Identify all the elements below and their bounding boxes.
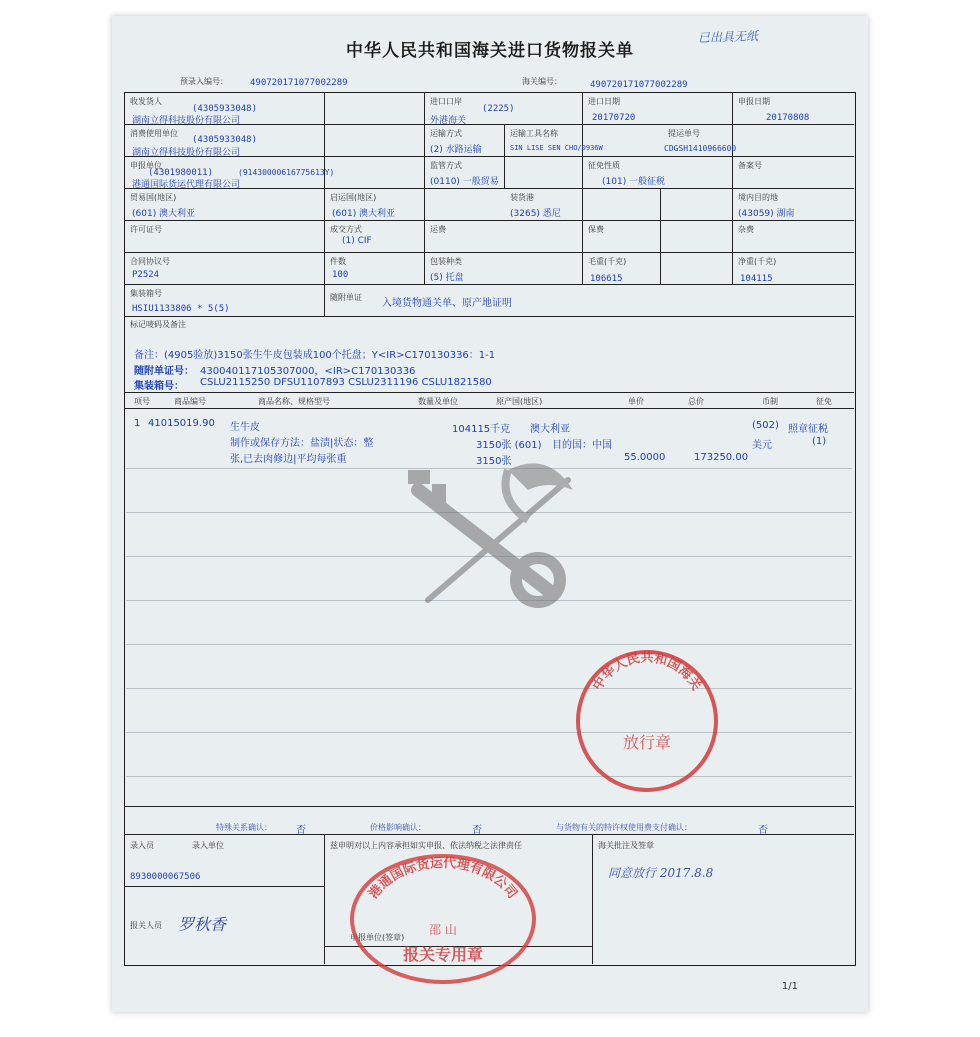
destination-label: 境内目的地 (738, 193, 778, 202)
goods-header-origin: 原产国(地区) (496, 397, 543, 406)
declarant-statement: 兹申明对以上内容承担如实申报、依法纳税之法律责任 (330, 841, 522, 850)
bill-no: CDGSH1410966600 (664, 144, 737, 153)
consumer-code: (4305933048) (192, 135, 258, 145)
origin-country: (601) 澳大利亚 (332, 209, 396, 219)
price-influence: 否 (472, 825, 482, 836)
goods-header-price: 单价 (628, 397, 644, 406)
goods-total: 173250.00 (694, 452, 749, 463)
goods-spec-1: 制作或保存方法：盐渍|状态：整 (230, 438, 374, 449)
deal-mode-label: 成交方式 (330, 225, 362, 234)
transport-tool-label: 运输工具名称 (510, 129, 558, 138)
container-label: 集装箱号 (130, 289, 162, 298)
misc-label: 杂费 (738, 225, 754, 234)
marks-label: 标记唛码及备注 (130, 320, 186, 329)
loading-port: (3265) 悉尼 (510, 209, 561, 219)
goods-qty-3: 3150张 (476, 456, 512, 467)
price-influence-label: 价格影响确认： (370, 823, 426, 832)
customs-no-label: 海关编号： (522, 77, 562, 86)
agent-label: 申报单位 (130, 161, 162, 170)
import-port-label: 进口口岸 (430, 97, 462, 106)
insurance-label: 保费 (588, 225, 604, 234)
docs-label: 随附单证 (330, 293, 362, 302)
pack: (5) 托盘 (430, 273, 464, 283)
attached-docs: 入境货物通关单、原产地证明 (382, 298, 512, 309)
consignee-code: (4305933048) (192, 104, 258, 114)
goods-code: 41015019.90 (148, 418, 215, 429)
goods-currency-code: (502) (752, 420, 779, 431)
goods-header-name: 商品名称、规格型号 (258, 397, 330, 406)
goods-currency: 美元 (752, 440, 772, 451)
net-weight: 104115 (740, 274, 773, 284)
svg-text:中华人民共和国海关 (590, 650, 705, 694)
prerecord-label: 预录入编号： (180, 77, 228, 86)
levy-label: 征免性质 (588, 161, 620, 170)
supervision: (0110) 一般贸易 (430, 177, 499, 187)
goods-name: 生牛皮 (230, 422, 260, 433)
import-date-label: 进口日期 (588, 97, 620, 106)
transport-tool: SIN LISE SEN CHO/0936W (510, 144, 603, 152)
page-number: 1/1 (781, 981, 798, 992)
goods-header-currency: 币制 (762, 397, 778, 406)
handwritten-note-top: 已出具无纸 (697, 28, 759, 46)
consignee-label: 收发货人 (130, 97, 162, 106)
entry-person: 8930000067506 (130, 872, 201, 882)
customs-declaration-form (112, 16, 868, 1012)
remarks-line-3-label: 集装箱号： (134, 381, 184, 392)
customs-number: 490720171077002289 (590, 80, 688, 90)
customs-stamp-center: 放行章 (622, 733, 672, 752)
remarks-line-3: CSLU2115250 DFSU1107893 CSLU2311196 CSLU1821580 (200, 377, 492, 388)
pack-label: 包装种类 (430, 257, 462, 266)
trade-country-label: 贸易国(地区) (130, 193, 177, 202)
trade-country: (601) 澳大利亚 (132, 209, 196, 219)
gross-label: 毛重(千克) (588, 257, 627, 266)
declare-date: 20170808 (766, 113, 810, 123)
goods-origin: 澳大利亚 (530, 424, 570, 435)
declarant-label: 报关人员 (130, 921, 162, 930)
levy-nature: (101) 一般征税 (602, 177, 666, 187)
entry-unit-label: 录入单位 (192, 841, 224, 850)
net-label: 净重(千克) (738, 257, 777, 266)
freight-label: 运费 (430, 225, 446, 234)
import-port-name: 外港海关 (430, 116, 467, 126)
pieces: 100 (332, 270, 349, 280)
contract: P2524 (132, 270, 160, 280)
form-title: 中华人民共和国海关进口货物报关单 (346, 41, 634, 61)
goods-spec-2: 张,已去肉修边|平均每张重 (230, 454, 347, 465)
royalty-label: 与货物有关的特许权使用费支付确认： (556, 823, 692, 832)
transport-mode: (2) 水路运输 (430, 145, 482, 155)
entry-person-label: 录入员 (130, 841, 154, 850)
customs-approval-label: 海关批注及签章 (598, 841, 654, 850)
bill-no-label: 提运单号 (668, 129, 700, 138)
import-port-code: (2225) (482, 104, 515, 114)
agent-code: (4301980011) (148, 168, 214, 178)
gross-weight: 106615 (590, 274, 623, 284)
agent-declaration-stamp (348, 852, 538, 986)
destination: (43059) 湖南 (738, 209, 795, 219)
unit-sign-label: 申报单位(签章) (350, 933, 405, 942)
goods-levy: 照章征税 (788, 424, 828, 435)
transport-mode-label: 运输方式 (430, 129, 462, 138)
import-date: 20170720 (592, 113, 636, 123)
consumer-name: 湖南立得科技股份有限公司 (132, 148, 241, 158)
origin-country-label: 启运国(地区) (330, 193, 377, 202)
pieces-label: 件数 (330, 257, 346, 266)
goods-dest-note: 目的国：中国 (552, 440, 612, 451)
remarks-line-2: 430040117105307000，<IR>C170130336 (200, 366, 416, 377)
special-relation: 否 (296, 825, 306, 836)
consumer-label: 消费使用单位 (130, 129, 178, 138)
customs-note: 同意放行 2017.8.8 (608, 866, 714, 880)
remarks-line-2-label: 随附单证号： (134, 366, 194, 377)
remarks-line-1: 备注：(4905验放)3150张生牛皮包装成100个托盘；Y<IR>C170130336：1-1 (134, 350, 496, 361)
goods-qty-1: 104115千克 (452, 424, 511, 435)
agent-name: 港通国际货运代理有限公司 (132, 180, 241, 190)
agent-stamp-text: 港通国际货运代理有限公司 (366, 855, 520, 902)
record-label: 备案号 (738, 161, 762, 170)
loading-port-label: 装货港 (510, 193, 534, 202)
royalty: 否 (758, 825, 768, 836)
prerecord-number: 490720171077002289 (250, 78, 348, 88)
goods-item-no: 1 (134, 418, 141, 429)
contract-label: 合同协议号 (130, 257, 170, 266)
license-label: 许可证号 (130, 225, 162, 234)
deal-mode: (1) CIF (342, 236, 372, 246)
goods-header-total: 总价 (688, 397, 704, 406)
svg-text:港通国际货运代理有限公司 (365, 855, 520, 902)
goods-levy-code: (1) (812, 436, 827, 447)
customs-release-stamp (574, 648, 720, 794)
declare-date-label: 申报日期 (738, 97, 770, 106)
declarant-signature: 罗秋香 (178, 915, 227, 934)
goods-header-item: 项号 (134, 397, 150, 406)
supervision-label: 监管方式 (430, 161, 462, 170)
customs-emblem-watermark (398, 450, 588, 620)
special-relation-label: 特殊关系确认： (216, 823, 272, 832)
goods-header-code: 商品编号 (174, 397, 206, 406)
goods-header-qty: 数量及单位 (418, 397, 458, 406)
goods-qty-2: 3150张 (601) (476, 440, 542, 451)
agent-stamp-center: 报关专用章 (402, 945, 484, 964)
agent-credit-code: (91430000616775613Y) (238, 168, 335, 177)
consignee-name: 湖南立得科技股份有限公司 (132, 116, 241, 126)
container: HSIU1133806 * 5(5) (132, 304, 230, 314)
customs-stamp-text: 中华人民共和国海关 (590, 650, 704, 694)
agent-stamp-mid: 邵 山 (429, 923, 457, 937)
goods-header-levy: 征免 (816, 397, 832, 406)
goods-unit-price: 55.0000 (624, 452, 666, 463)
